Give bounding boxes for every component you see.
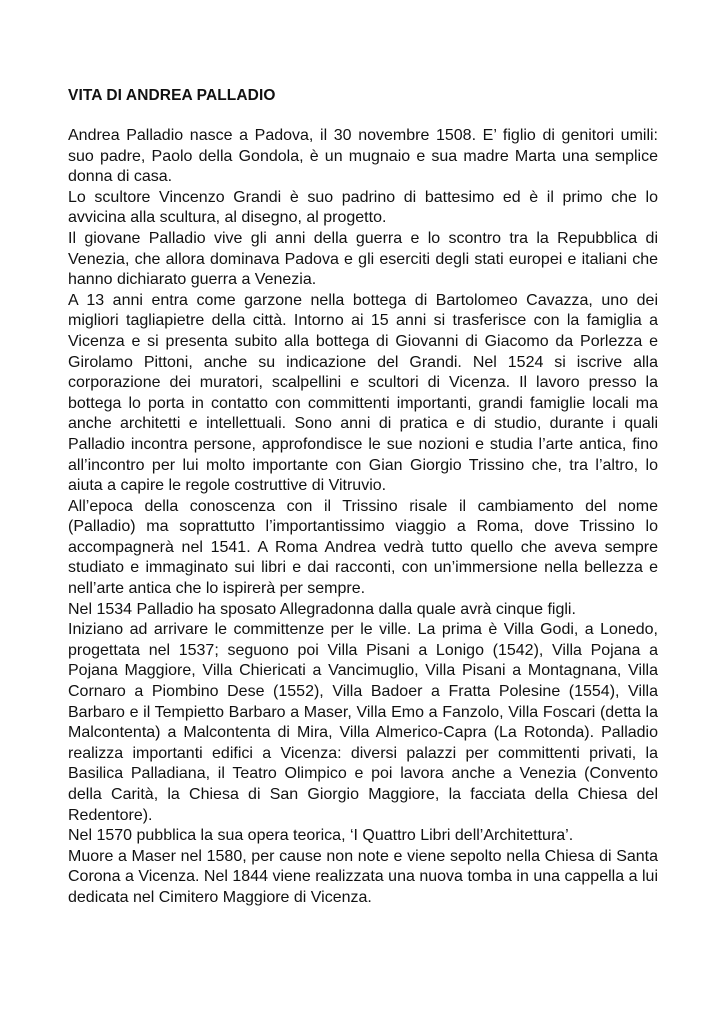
paragraph-godfather: Lo scultore Vincenzo Grandi è suo padrino di battesimo ed è il primo che lo avvicina alla scultura, al disegno, al progetto. [68,188,658,227]
paragraph-rome: All’epoca della conoscenza con il Trissino risale il cambiamento del nome (Palladio) ma soprattutto l’importantissimo viaggio a Roma, dove Trissino lo accompagnerà nel 1541. A Roma Andrea vedrà tutto quello che aveva sempre studiato e immaginato sui libri e dai racconti, con un’immersione nella bellezza e nell’arte antica che lo ispirerà per sempre. [68,497,658,598]
document-page [68,86,658,909]
paragraph-birth: Andrea Palladio nasce a Padova, il 30 novembre 1508. E’ figlio di genitori umili: suo padre, Paolo della Gondola, è un mugnaio e sua madre Marta una semplice donna di casa. [68,127,658,186]
paragraph-apprenticeship: A 13 anni entra come garzone nella bottega di Bartolomeo Cavazza, uno dei migliori tagliapietre della città. Intorno ai 15 anni si trasferisce con la famiglia a Vicenza e si presenta subito alla bottega di Giovanni di Giacomo da Porlezza e Girolamo Pittoni, anche su indicazione del Grandi. Nel 1524 si iscrive alla corporazione dei muratori, scalpellini e scultori di Vicenza. Il lavoro presso la bottega lo porta in contatto con committenti importanti, grandi famiglie locali ma anche architetti e intellettuali. Sono anni di pratica e di studio, durante i quali Palladio incontra persone, approfondisce le sue nozioni e studia l’arte antica, fino all’incontro per lui molto importante con Gian Giorgio Trissino che, tra l’altro, lo aiuta a capire le regole costruttive di Vitruvio. [68,291,658,495]
paragraph-war: Il giovane Palladio vive gli anni della guerra e lo scontro tra la Repubblica di Venezia, che allora dominava Padova e gli eserciti degli stati europei e italiani che hanno dichiarato guerra a Venezia. [68,229,658,289]
paragraph-villas: Iniziano ad arrivare le committenze per le ville. La prima è Villa Godi, a Lonedo, progettata nel 1537; seguono poi Villa Pisani a Lonigo (1542), Villa Pojana a Pojana Maggiore, Villa Chiericati a Vancimuglio, Villa Pisani a Montagnana, Villa Cornaro a Piombino Dese (1552), Villa Badoer a Fratta Polesine (1554), Villa Barbaro e il Tempietto Barbaro a Maser, Villa Emo a Fanzolo, Villa Foscari (detta la Malcontenta) a Malcontenta di Mira, Villa Almerico-Capra (La Rotonda). Palladio realizza importanti edifici a Vicenza: diversi palazzi per committenti privati, la Basilica Palladiana, il Teatro Olimpico e poi lavora anche a Venezia (Convento della Carità, la Chiesa di San Giorgio Maggiore, la facciata della Chiesa del Redentore). [68,621,658,824]
paragraph-marriage: Nel 1534 Palladio ha sposato Allegradonna dalla quale avrà cinque figli. [68,600,576,618]
paragraph-publication: Nel 1570 pubblica la sua opera teorica, ‘I Quattro Libri dell’Architettura’. [68,827,574,845]
document-title: VITA DI ANDREA PALLADIO [68,87,276,104]
paragraph-death: Muore a Maser nel 1580, per cause non note e viene sepolto nella Chiesa di Santa Corona a Vicenza. Nel 1844 viene realizzata una nuova tomba in una cappella a lui dedicata nel Cimitero Maggiore di Vicenza. [68,847,658,906]
